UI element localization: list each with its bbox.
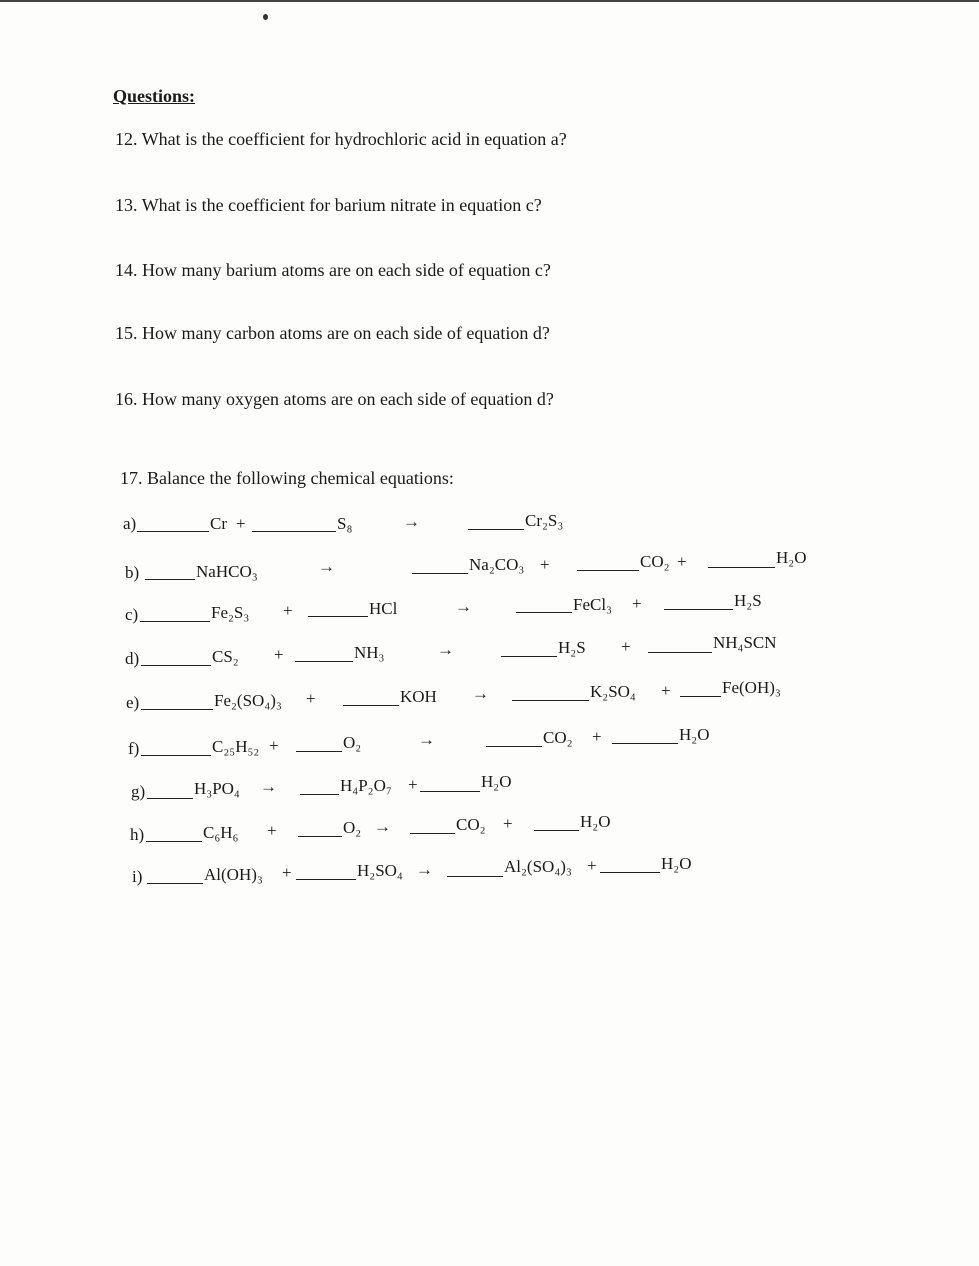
term: Fe₂S₃ bbox=[211, 603, 250, 622]
coefficient-blank[interactable] bbox=[612, 743, 678, 744]
coefficient-blank[interactable] bbox=[298, 836, 342, 837]
question-13: 13. What is the coefficient for barium nitrate in equation c? bbox=[115, 195, 542, 215]
equation-label: b) bbox=[125, 563, 140, 582]
plus-sign: + bbox=[283, 601, 293, 620]
term: C₂₅H₅₂ bbox=[212, 737, 260, 756]
coefficient-blank[interactable] bbox=[141, 665, 211, 666]
term: FeCl₃ bbox=[573, 595, 612, 614]
term: K₂SO₄ bbox=[590, 682, 636, 701]
term: H₂O bbox=[580, 812, 611, 831]
term: Fe₂(SO₄)₃ bbox=[214, 691, 282, 710]
term: H₂O bbox=[776, 548, 807, 567]
questions-heading: Questions: bbox=[113, 86, 196, 106]
coefficient-blank[interactable] bbox=[296, 879, 356, 880]
plus-sign: + bbox=[267, 821, 277, 840]
plus-sign: + bbox=[503, 814, 513, 833]
term: H₂S bbox=[558, 638, 586, 657]
equation-label: a) bbox=[123, 514, 137, 533]
coefficient-blank[interactable] bbox=[468, 529, 524, 530]
term: O₂ bbox=[343, 733, 362, 752]
coefficient-blank[interactable] bbox=[300, 794, 339, 795]
term: Cr₂S₃ bbox=[525, 511, 564, 530]
plus-sign: + bbox=[621, 637, 631, 656]
plus-sign: + bbox=[269, 736, 279, 755]
equation-label: f) bbox=[128, 739, 140, 758]
plus-sign: + bbox=[236, 514, 246, 533]
coefficient-blank[interactable] bbox=[295, 661, 353, 662]
term: Al(OH)₃ bbox=[204, 865, 263, 884]
term: CO₂ bbox=[543, 728, 573, 747]
term: H₂S bbox=[734, 591, 762, 610]
coefficient-blank[interactable] bbox=[516, 612, 572, 613]
coefficient-blank[interactable] bbox=[664, 609, 733, 610]
coefficient-blank[interactable] bbox=[147, 883, 203, 884]
term: S₈ bbox=[337, 514, 353, 533]
coefficient-blank[interactable] bbox=[680, 696, 721, 697]
question-15: 15. How many carbon atoms are on each side of equation d? bbox=[115, 323, 550, 343]
arrow-icon: → bbox=[437, 640, 454, 659]
coefficient-blank[interactable] bbox=[141, 709, 213, 710]
term: H₂O bbox=[481, 772, 512, 791]
coefficient-blank[interactable] bbox=[140, 621, 210, 622]
plus-sign: + bbox=[274, 645, 284, 664]
coefficient-blank[interactable] bbox=[296, 751, 342, 752]
term: Al₂(SO₄)₃ bbox=[504, 857, 572, 876]
coefficient-blank[interactable] bbox=[412, 573, 468, 574]
page-top-edge bbox=[0, 0, 979, 2]
coefficient-blank[interactable] bbox=[137, 531, 209, 532]
term: Fe(OH)₃ bbox=[722, 678, 781, 697]
coefficient-blank[interactable] bbox=[486, 746, 542, 747]
plus-sign: + bbox=[540, 555, 550, 574]
term: H₂SO₄ bbox=[357, 861, 403, 880]
question-14: 14. How many barium atoms are on each side of equation c? bbox=[115, 260, 551, 280]
coefficient-blank[interactable] bbox=[308, 616, 368, 617]
equation-label: d) bbox=[125, 649, 140, 668]
arrow-icon: → bbox=[472, 684, 489, 703]
term: NaHCO₃ bbox=[196, 562, 258, 581]
question-16: 16. How many oxygen atoms are on each side of equation d? bbox=[115, 389, 554, 409]
coefficient-blank[interactable] bbox=[600, 872, 660, 873]
term: HCl bbox=[369, 599, 398, 618]
arrow-icon: → bbox=[403, 512, 420, 531]
arrow-icon: → bbox=[318, 557, 335, 576]
term: NH₄SCN bbox=[713, 633, 777, 652]
plus-sign: + bbox=[587, 856, 597, 875]
plus-sign: + bbox=[677, 552, 687, 571]
plus-sign: + bbox=[408, 775, 418, 794]
coefficient-blank[interactable] bbox=[420, 791, 480, 792]
coefficient-blank[interactable] bbox=[145, 579, 195, 580]
equation-label: h) bbox=[130, 825, 145, 844]
plus-sign: + bbox=[632, 594, 642, 613]
coefficient-blank[interactable] bbox=[577, 570, 639, 571]
term: KOH bbox=[400, 687, 437, 706]
coefficient-blank[interactable] bbox=[141, 755, 211, 756]
term: CO₂ bbox=[456, 815, 486, 834]
coefficient-blank[interactable] bbox=[146, 841, 202, 842]
coefficient-blank[interactable] bbox=[147, 798, 193, 799]
equation-label: g) bbox=[131, 782, 146, 801]
arrow-icon: → bbox=[416, 860, 433, 879]
arrow-icon: → bbox=[374, 817, 391, 836]
coefficient-blank[interactable] bbox=[534, 830, 579, 831]
term: H₂O bbox=[679, 725, 710, 744]
question-17: 17. Balance the following chemical equations: bbox=[120, 468, 454, 488]
coefficient-blank[interactable] bbox=[447, 876, 503, 877]
question-12: 12. What is the coefficient for hydrochloric acid in equation a? bbox=[115, 129, 567, 149]
equation-label: c) bbox=[125, 605, 139, 624]
term: CS₂ bbox=[212, 647, 239, 666]
term: Na₂CO₃ bbox=[469, 555, 525, 574]
term: C₆H₆ bbox=[203, 823, 239, 842]
coefficient-blank[interactable] bbox=[512, 700, 589, 701]
term: H₄P₂O₇ bbox=[340, 776, 392, 795]
plus-sign: + bbox=[282, 863, 292, 882]
term: NH₃ bbox=[354, 643, 385, 662]
term: Cr bbox=[210, 514, 227, 533]
plus-sign: + bbox=[661, 681, 671, 700]
term: O₂ bbox=[343, 818, 362, 837]
arrow-icon: → bbox=[260, 777, 277, 796]
arrow-icon: → bbox=[418, 730, 435, 749]
term: H₃PO₄ bbox=[194, 779, 240, 798]
term: CO₂ bbox=[640, 552, 670, 571]
scan-speck bbox=[263, 14, 268, 20]
term: H₂O bbox=[661, 854, 692, 873]
coefficient-blank[interactable] bbox=[501, 656, 557, 657]
equation-label: i) bbox=[132, 867, 143, 886]
arrow-icon: → bbox=[455, 597, 472, 616]
coefficient-blank[interactable] bbox=[252, 531, 336, 532]
coefficient-blank[interactable] bbox=[410, 833, 455, 834]
plus-sign: + bbox=[592, 727, 602, 746]
coefficient-blank[interactable] bbox=[708, 567, 775, 568]
equation-label: e) bbox=[126, 693, 140, 712]
plus-sign: + bbox=[306, 689, 316, 708]
coefficient-blank[interactable] bbox=[648, 652, 712, 653]
coefficient-blank[interactable] bbox=[343, 705, 399, 706]
